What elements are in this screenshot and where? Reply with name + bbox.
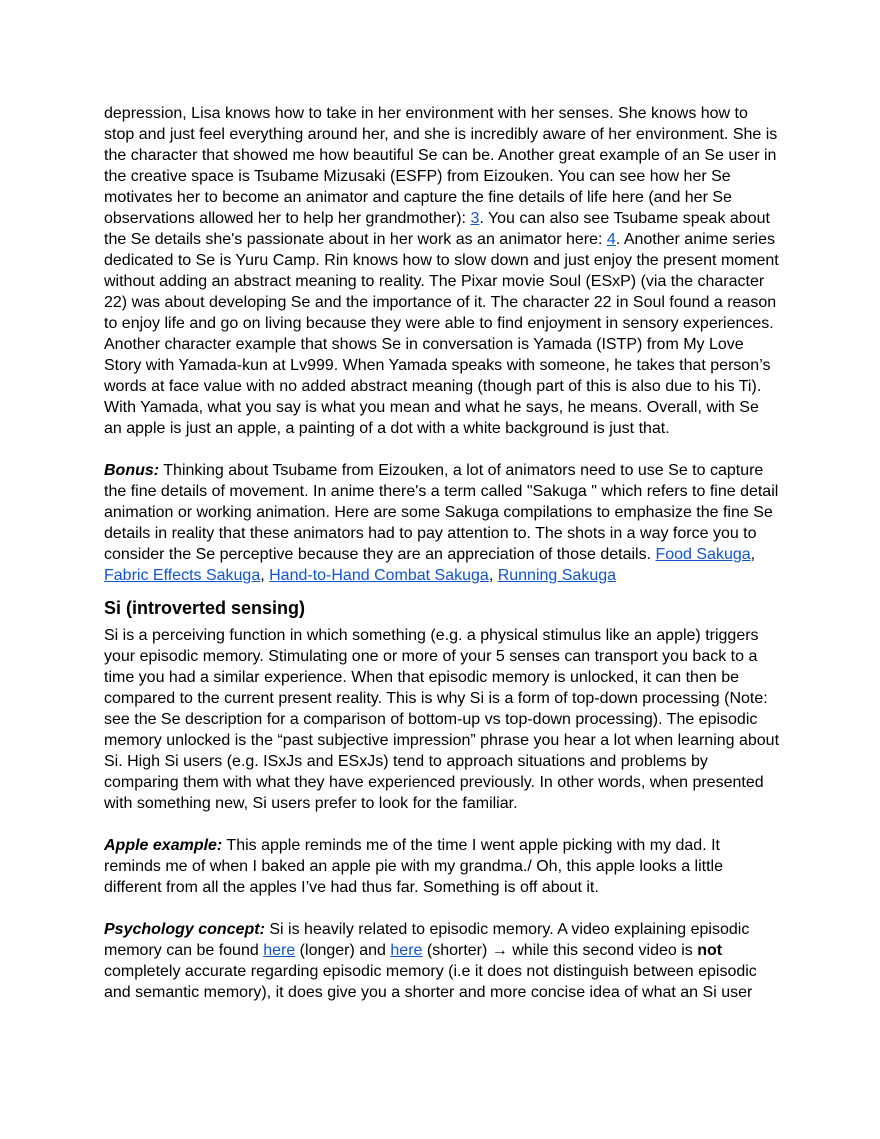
link-3[interactable]: 3	[470, 210, 480, 227]
apple-example-label: Apple example:	[104, 837, 223, 854]
separator: ,	[750, 546, 756, 563]
paragraph-text: Si is heavily related to episodic memory. A video explaining episodic memory can be found	[104, 921, 750, 959]
si-heading: Si (introverted sensing)	[104, 598, 306, 618]
paragraph-text: (shorter) → while this second video is	[422, 942, 698, 959]
paragraph-text: . Another anime series dedicated to Se is Yuru Camp. Rin knows how to slow down and just enjoy the present moment without adding an abstract meaning to reality. The Pixar movie Soul (ESxP) (via the character 22) was about developing Se and the importance of it. The character 22 in Soul found a reason to enjoy life and go on living because they were able to find enjoyment in sensory experiences. Another character example that shows Se in conversation is Yamada (ISTP) from My Love Story with Yamada-kun at Lv999. When Yamada speaks with someone, he takes that person’s words at face value with no added abstract meaning (though part of this is also due to his Ti). With Yamada, what you say is what you mean and what he says, he means. Overall, with Se an apple is just an apple, a painting of a dot with a white background is just that.	[104, 231, 779, 437]
running-sakuga-link[interactable]: Running Sakuga	[497, 567, 617, 584]
paragraph-text: (longer) and	[295, 942, 391, 959]
episodic-memory-shorter-link[interactable]: here	[390, 942, 423, 959]
fabric-effects-sakuga-link[interactable]: Fabric Effects Sakuga	[104, 567, 261, 584]
food-sakuga-link[interactable]: Food Sakuga	[655, 546, 751, 563]
paragraph-text: . You can also see Tsubame speak about the Se details she's passionate about in her work as an animator here:	[104, 210, 770, 248]
separator: ,	[260, 567, 270, 584]
separator: ,	[488, 567, 498, 584]
se-examples-paragraph	[104, 103, 780, 439]
si-description-paragraph: Si is a perceiving function in which something (e.g. a physical stimulus like an apple) triggers your episodic memory. Stimulating one or more of your 5 senses can transport you back to a time you had a similar experience. When that episodic memory is unlocked, it can then be compared to the current present reality. This is why Si is a form of top-down processing (Note: see the Se description for a comparison of bottom-up vs top-down processing). The episodic memory unlocked is the “past subjective impression” phrase you hear a lot when learning about Si. High Si users (e.g. ISxJs and ESxJs) tend to approach situations and problems by comparing them with what they have experienced previously. In other words, when presented with something new, Si users prefer to look for the familiar.	[104, 627, 780, 812]
hand-to-hand-combat-sakuga-link[interactable]: Hand-to-Hand Combat Sakuga	[269, 567, 489, 584]
paragraph-text: This apple reminds me of the time I went apple picking with my dad. It reminds me of when I baked an apple pie with my grandma./ Oh, this apple looks a little different from all the apples I’ve had thus far. Something is off about it.	[104, 837, 723, 896]
psychology-concept-label: Psychology concept:	[104, 921, 265, 938]
paragraph-gap	[104, 814, 780, 835]
paragraph-gap	[104, 898, 780, 919]
paragraph-gap	[104, 439, 780, 460]
psychology-concept-paragraph	[104, 919, 780, 1003]
episodic-memory-longer-link[interactable]: here	[263, 942, 296, 959]
paragraph-text: depression, Lisa knows how to take in her environment with her senses. She knows how to stop and just feel everything around her, and she is incredibly aware of her environment. She is the character that showed me how beautiful Se can be. Another great example of an Se user in the creative space is Tsubame Mizusaki (ESFP) from Eizouken. You can see how her Se motivates her to become an animator and capture the fine details of life here (and her Se observations allowed her to help her grandmother):	[104, 105, 778, 227]
link-4[interactable]: 4	[606, 231, 616, 248]
emphasis-not: not	[697, 942, 723, 959]
apple-example-paragraph	[104, 835, 780, 898]
bonus-paragraph	[104, 460, 780, 586]
bonus-label: Bonus:	[104, 462, 160, 479]
paragraph-text: completely accurate regarding episodic memory (i.e it does not distinguish between episodic and semantic memory), it does give you a shorter and more concise idea of what an Si user	[104, 963, 757, 1001]
paragraph-text: Thinking about Tsubame from Eizouken, a lot of animators need to use Se to capture the fine details of movement. In anime there's a term called "Sakuga " which refers to fine detail animation or working animation. Here are some Sakuga compilations to emphasize the fine Se details in reality that these animators had to pay attention to. The shots in a way force you to consider the Se perceptive because they are an appreciation of those details.	[104, 462, 779, 563]
